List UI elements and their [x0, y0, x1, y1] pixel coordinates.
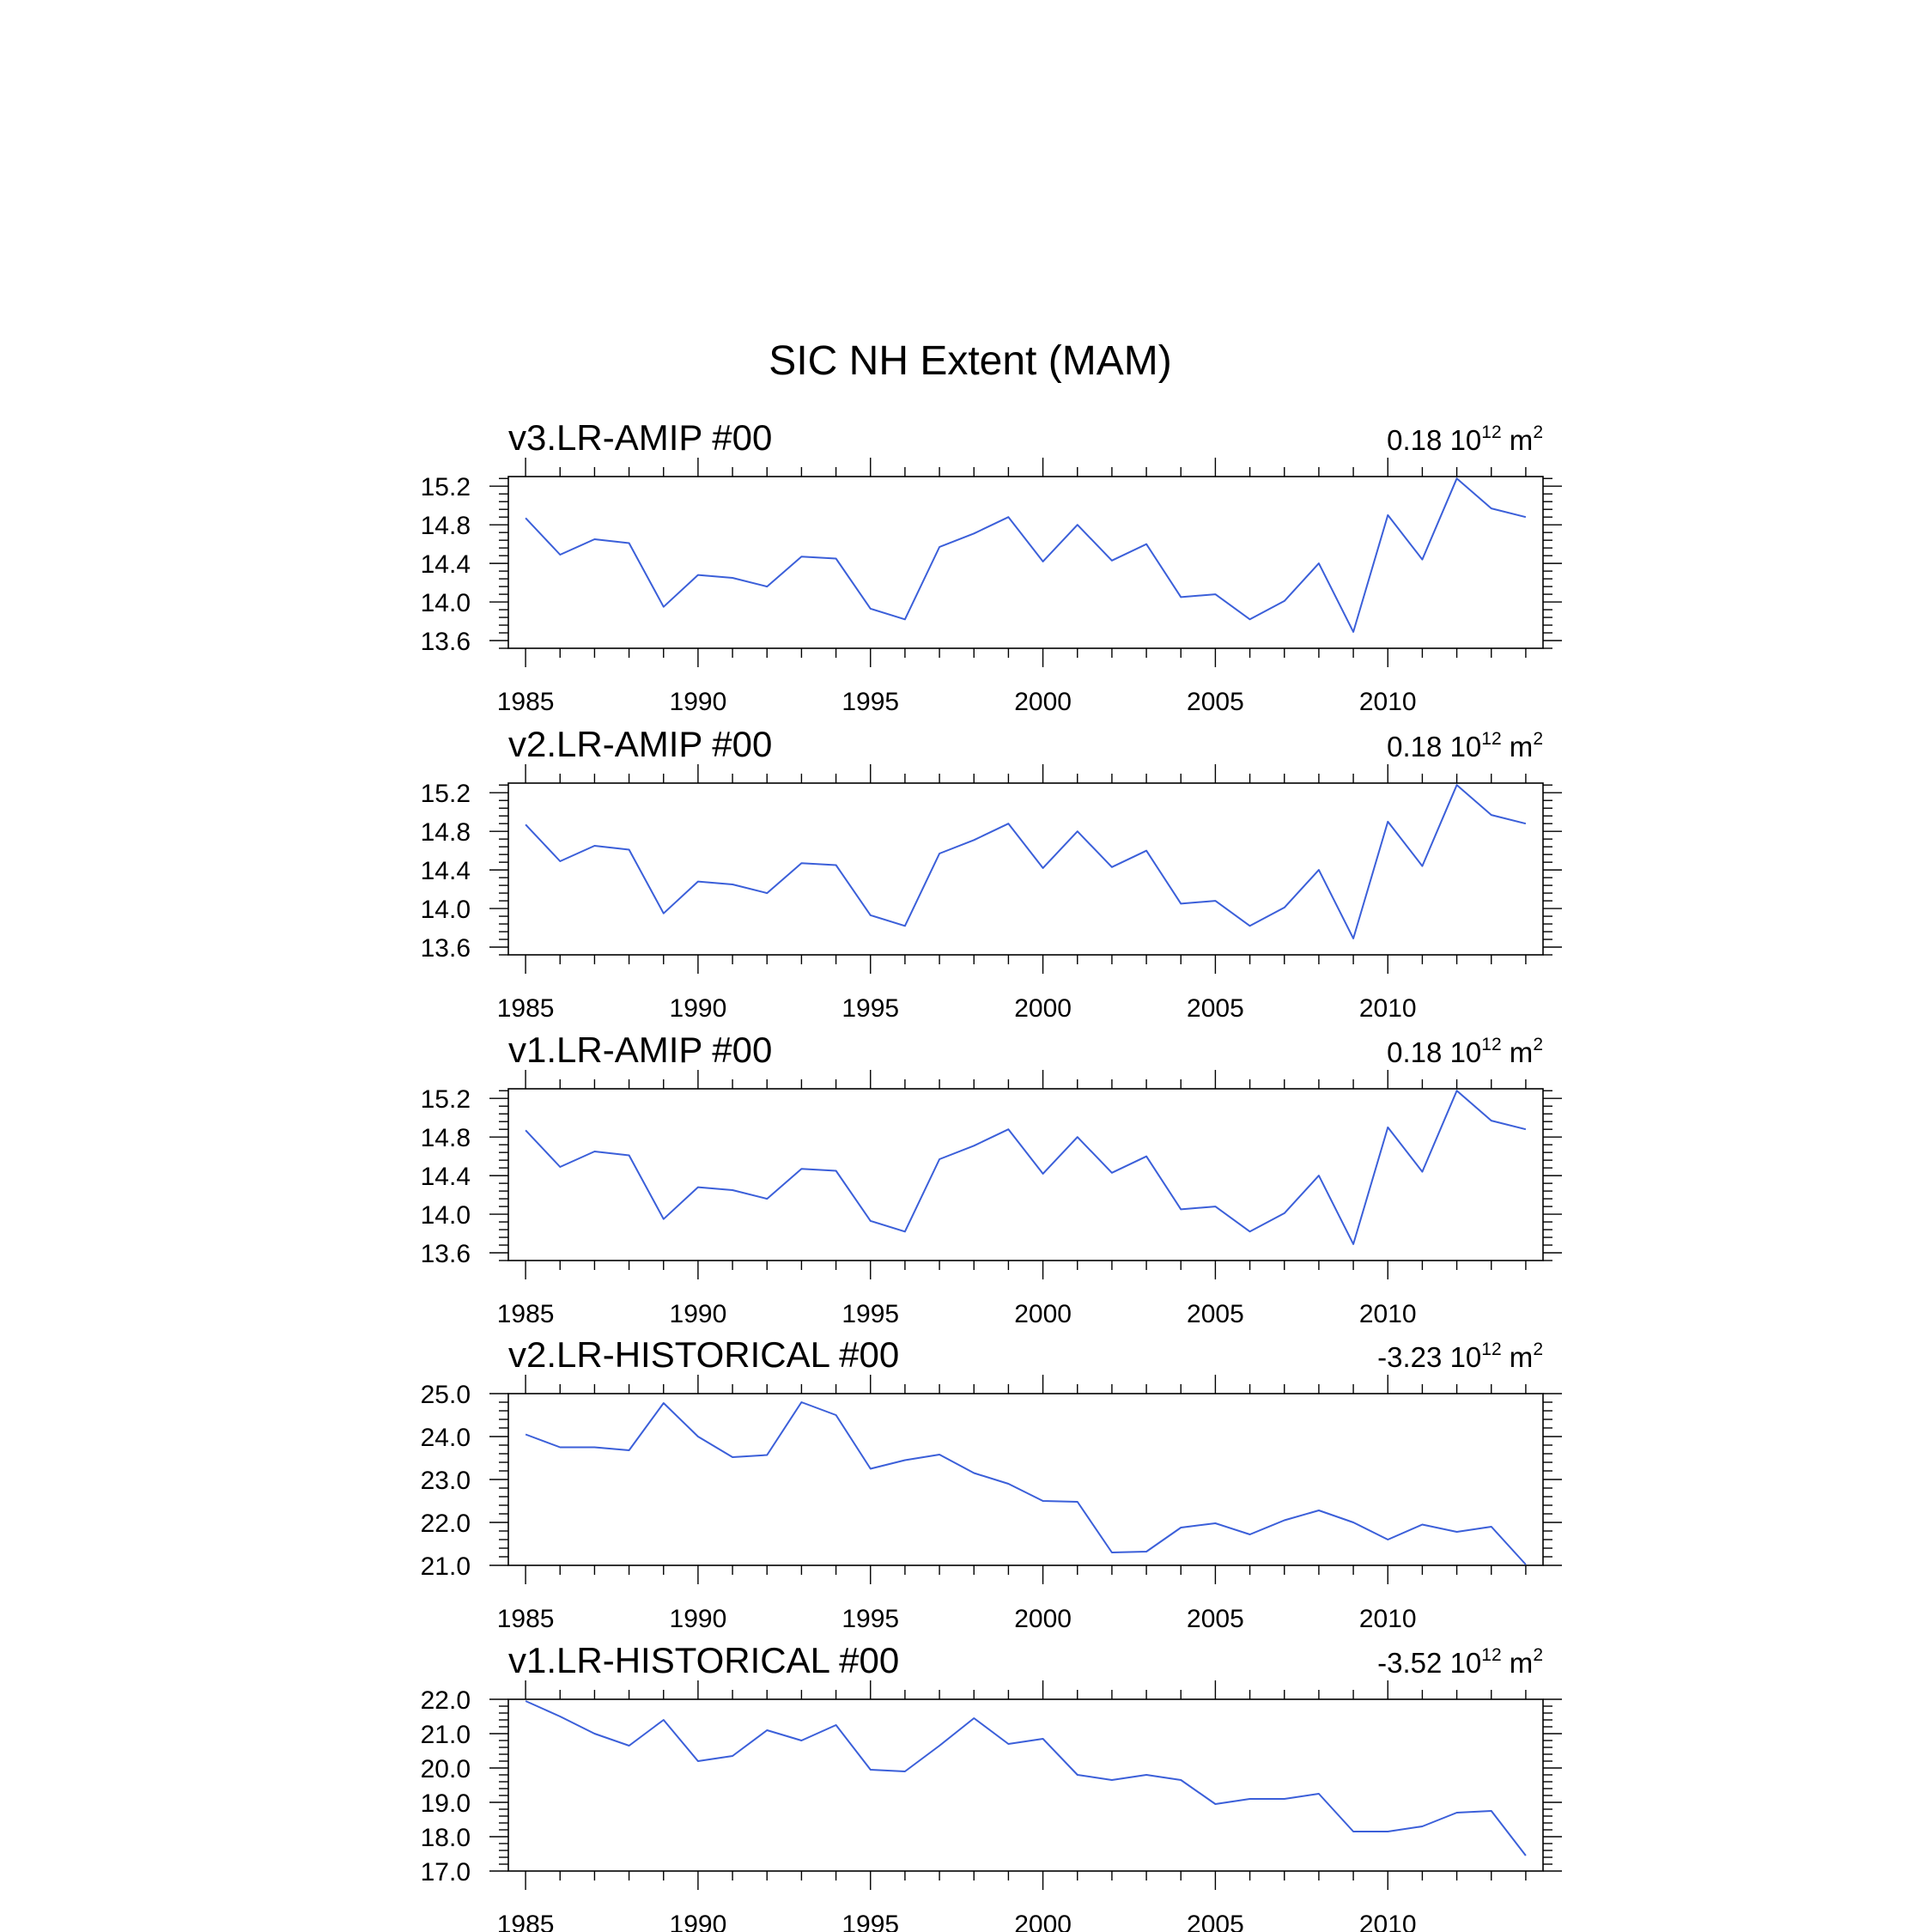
- x-tick-label: 1985: [496, 1911, 555, 1932]
- x-tick-label: 2000: [1014, 688, 1072, 716]
- trend-annotation: [1387, 1035, 1543, 1068]
- trend-value: 0.18: [1387, 731, 1450, 762]
- x-tick-label: 2010: [1358, 1911, 1417, 1932]
- y-tick-label: 13.6: [420, 934, 471, 963]
- x-tick-label: 1985: [496, 688, 555, 716]
- trend-unit-exp: 12: [1481, 1340, 1502, 1359]
- plot-frame: [508, 1089, 1543, 1261]
- trend-unit-suffix: m: [1501, 1341, 1534, 1373]
- x-tick-label: 2010: [1358, 994, 1417, 1023]
- y-tick-label: 14.4: [420, 550, 471, 580]
- trend-unit-base: 10: [1449, 1341, 1482, 1373]
- trend-unit-base: 10: [1449, 1036, 1482, 1068]
- trend-unit-suffix: m: [1501, 731, 1534, 762]
- trend-unit-suffix-exp: 2: [1533, 729, 1543, 749]
- panel-4: [421, 1334, 1562, 1633]
- trend-annotation: [1377, 1645, 1543, 1679]
- y-tick-label: 25.0: [420, 1381, 471, 1409]
- trend-annotation: [1377, 1340, 1543, 1373]
- y-tick-label: 14.0: [420, 589, 471, 618]
- panel-title: v2.LR-AMIP #00: [508, 724, 773, 764]
- panel-2: [421, 724, 1562, 1023]
- y-tick-label: 14.8: [420, 1124, 471, 1153]
- x-tick-label: 1995: [841, 1605, 900, 1633]
- x-tick-label: 2005: [1187, 688, 1244, 716]
- trend-unit-suffix-exp: 2: [1533, 1340, 1543, 1359]
- x-tick-label: 1995: [841, 1300, 900, 1328]
- x-tick-label: 1995: [841, 994, 900, 1023]
- trend-unit-suffix-exp: 2: [1533, 1645, 1543, 1665]
- series-line: [526, 785, 1526, 939]
- series-line: [526, 1091, 1526, 1244]
- plot-frame: [508, 1699, 1543, 1871]
- x-tick-label: 2010: [1358, 1605, 1417, 1633]
- y-tick-label: 21.0: [420, 1552, 471, 1581]
- trend-value: -3.23: [1377, 1341, 1450, 1373]
- panel-title: v3.LR-AMIP #00: [508, 417, 773, 458]
- y-tick-label: 23.0: [420, 1467, 471, 1495]
- y-tick-label: 14.8: [420, 818, 471, 848]
- y-tick-label: 13.6: [420, 1240, 471, 1269]
- y-tick-label: 24.0: [420, 1424, 471, 1452]
- y-tick-label: 20.0: [420, 1755, 471, 1783]
- y-tick-label: 22.0: [420, 1686, 471, 1715]
- x-tick-label: 1995: [841, 1911, 900, 1932]
- panel-title: v2.LR-HISTORICAL #00: [508, 1334, 900, 1375]
- y-tick-label: 14.4: [420, 1163, 471, 1192]
- x-tick-label: 2000: [1014, 1605, 1072, 1633]
- trend-unit-exp: 12: [1481, 1035, 1502, 1054]
- y-tick-label: 15.2: [420, 1085, 471, 1115]
- y-tick-label: 14.0: [420, 896, 471, 925]
- y-tick-label: 19.0: [420, 1789, 471, 1818]
- y-tick-label: 15.2: [420, 780, 471, 809]
- trend-unit-suffix-exp: 2: [1533, 422, 1543, 442]
- x-tick-label: 2005: [1187, 1911, 1244, 1932]
- y-tick-label: 14.8: [420, 512, 471, 541]
- panel-title: v1.LR-AMIP #00: [508, 1030, 773, 1070]
- x-tick-label: 2005: [1187, 994, 1244, 1023]
- y-tick-label: 14.4: [420, 857, 471, 886]
- x-tick-label: 1990: [669, 1605, 727, 1633]
- trend-unit-exp: 12: [1481, 729, 1502, 749]
- y-tick-label: 13.6: [420, 628, 471, 657]
- y-tick-label: 18.0: [420, 1824, 471, 1852]
- x-tick-label: 2000: [1014, 1300, 1072, 1328]
- x-tick-label: 1990: [669, 1300, 727, 1328]
- panel-3: [421, 1030, 1562, 1328]
- series-line: [526, 1701, 1526, 1856]
- y-tick-label: 21.0: [420, 1721, 471, 1749]
- panel-1: [421, 417, 1562, 716]
- trend-unit-base: 10: [1449, 731, 1482, 762]
- x-tick-label: 1995: [841, 688, 900, 716]
- x-tick-label: 1985: [496, 1300, 555, 1328]
- trend-unit-base: 10: [1449, 424, 1482, 456]
- trend-unit-suffix: m: [1501, 424, 1534, 456]
- x-tick-label: 2005: [1187, 1300, 1244, 1328]
- x-tick-label: 1985: [496, 1605, 555, 1633]
- panel-title: v1.LR-HISTORICAL #00: [508, 1640, 900, 1680]
- series-line: [526, 1402, 1526, 1564]
- y-tick-label: 22.0: [420, 1510, 471, 1538]
- trend-unit-exp: 12: [1481, 1645, 1502, 1665]
- y-tick-label: 15.2: [420, 473, 471, 502]
- panel-5: [421, 1640, 1562, 1932]
- x-tick-label: 2000: [1014, 1911, 1072, 1932]
- x-tick-label: 2000: [1014, 994, 1072, 1023]
- y-tick-label: 14.0: [420, 1201, 471, 1230]
- x-tick-label: 1990: [669, 1911, 727, 1932]
- y-tick-label: 17.0: [420, 1858, 471, 1886]
- x-tick-label: 1985: [496, 994, 555, 1023]
- trend-annotation: [1387, 422, 1543, 456]
- trend-unit-exp: 12: [1481, 422, 1502, 442]
- trend-unit-suffix-exp: 2: [1533, 1035, 1543, 1054]
- plot-frame: [508, 783, 1543, 955]
- panels-group: [421, 417, 1562, 1932]
- trend-unit-suffix: m: [1501, 1647, 1534, 1679]
- trend-unit-base: 10: [1449, 1647, 1482, 1679]
- trend-value: 0.18: [1387, 424, 1450, 456]
- trend-annotation: [1387, 729, 1543, 762]
- x-tick-label: 1990: [669, 994, 727, 1023]
- plot-frame: [508, 477, 1543, 648]
- x-tick-label: 1990: [669, 688, 727, 716]
- x-tick-label: 2005: [1187, 1605, 1244, 1633]
- series-line: [526, 478, 1526, 632]
- x-tick-label: 2010: [1358, 1300, 1417, 1328]
- trend-value: -3.52: [1377, 1647, 1450, 1679]
- figure-title: SIC NH Extent (MAM): [769, 338, 1172, 384]
- trend-value: 0.18: [1387, 1036, 1450, 1068]
- trend-unit-suffix: m: [1501, 1036, 1534, 1068]
- x-tick-label: 2010: [1358, 688, 1417, 716]
